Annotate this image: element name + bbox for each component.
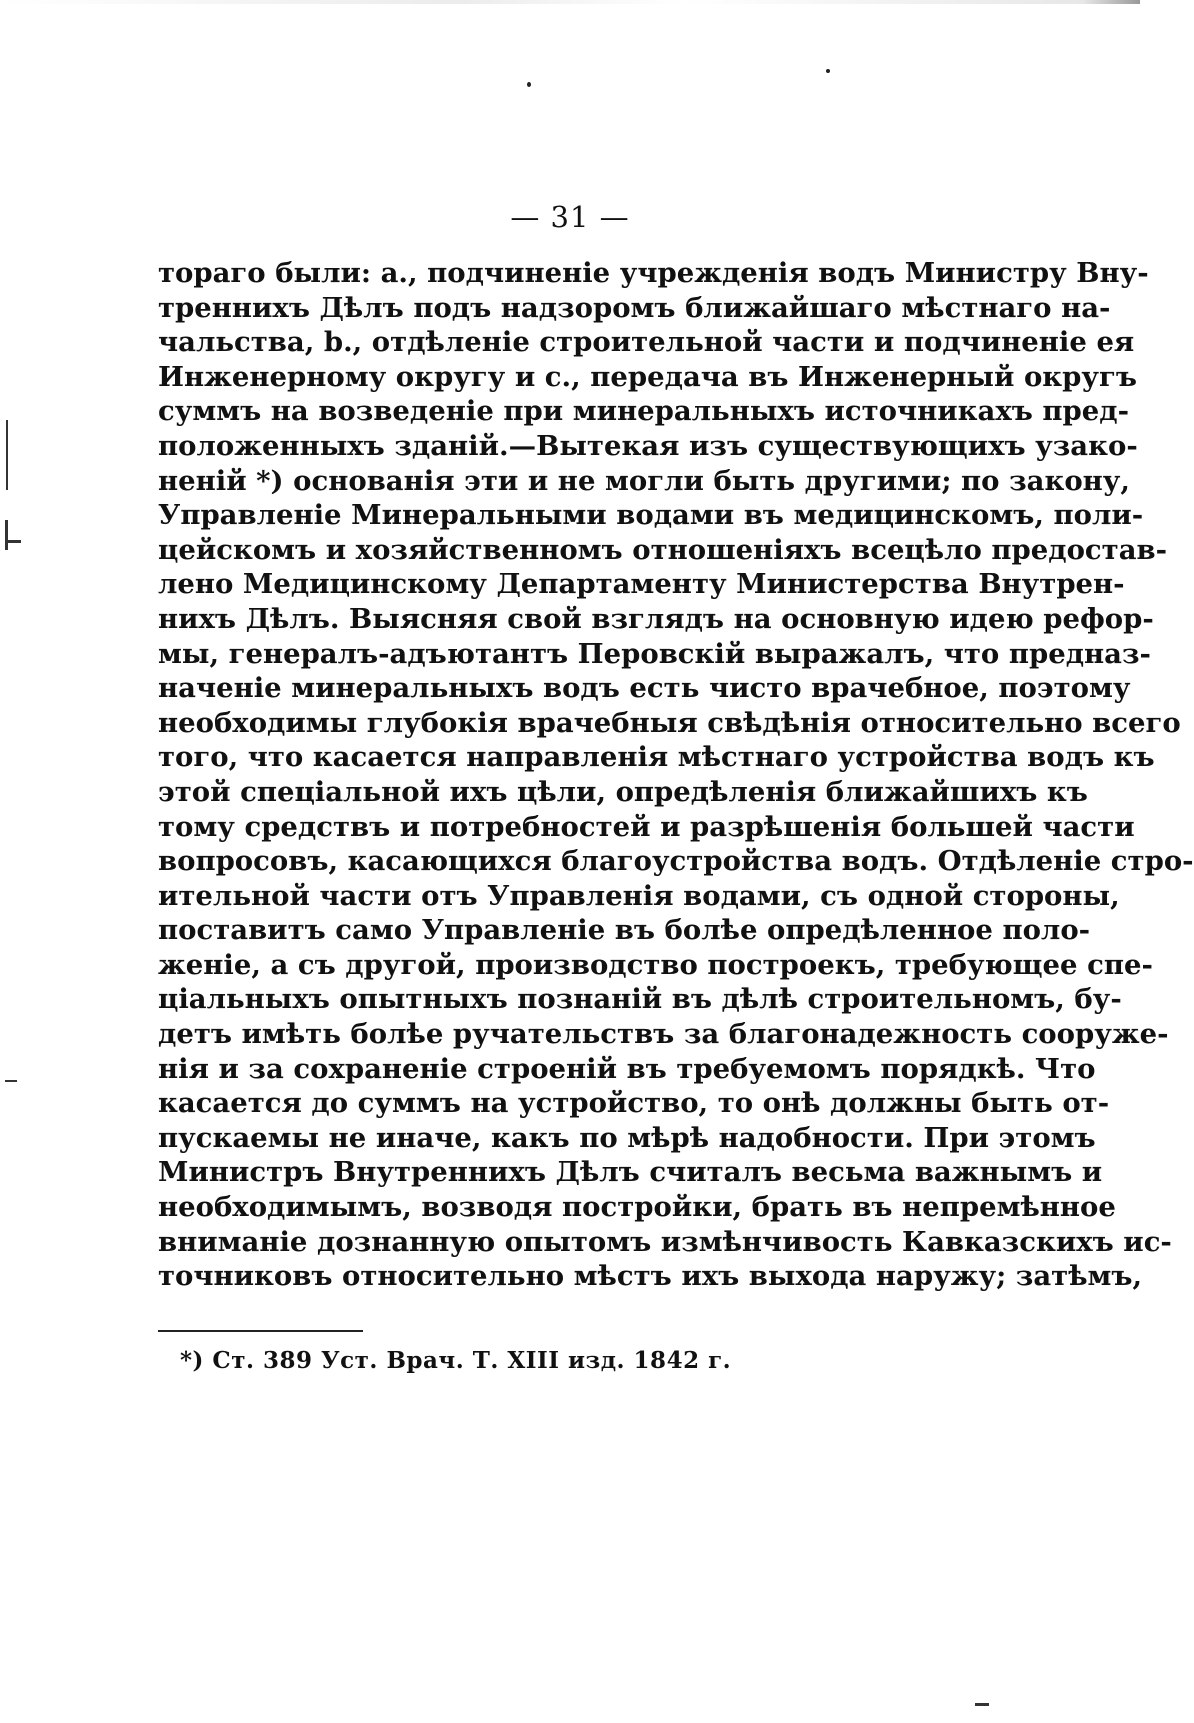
text-line: мы, генералъ-адъютантъ Перовскій выражалъ, что предназ-	[158, 637, 1151, 670]
text-line: того, что касается направленія мѣстнаго устройства водъ къ	[158, 741, 1155, 774]
text-line: Инженерному округу и с., передача въ Инженерный округъ	[158, 360, 1137, 393]
margin-mark	[975, 1703, 989, 1706]
margin-mark	[5, 1080, 17, 1082]
text-line: поставитъ само Управленіе въ болѣе опредѣленное поло-	[158, 914, 1091, 947]
text-line: ительной части отъ Управленія водами, съ одной стороны,	[158, 879, 1120, 912]
text-line: наченіе минеральныхъ водъ есть чисто врачебное, поэтому	[158, 672, 1131, 705]
text-line: Управленіе Минеральными водами въ медицинскомъ, поли-	[158, 499, 1144, 532]
text-line: необходимы глубокія врачебныя свѣдѣнія относительно всего	[158, 706, 1181, 739]
text-line: точниковъ относительно мѣстъ ихъ выхода наружу; затѣмъ,	[158, 1260, 1143, 1293]
text-line: тораго были: а., подчиненіе учрежденія водъ Министру Вну-	[158, 257, 1149, 289]
body-text	[158, 256, 1194, 1294]
text-line: цейскомъ и хозяйственномъ отношеніяхъ всецѣло предостав-	[158, 533, 1168, 566]
text-line: необходимымъ, возводя постройки, брать въ непремѣнное	[158, 1191, 1116, 1224]
text-line: пускаемы не иначе, какъ по мѣрѣ надобности. При этомъ	[158, 1121, 1096, 1154]
footnote: *) Ст. 389 Уст. Врач. Т. XIII изд. 1842 г.	[180, 1347, 732, 1374]
text-line: тому средствъ и потребностей и разрѣшенія большей части	[158, 810, 1135, 843]
text-line: чальства, b., отдѣленіе строительной части и подчиненіе ея	[158, 326, 1135, 359]
text-line: ціальныхъ опытныхъ познаній въ дѣлѣ строительномъ, бу-	[158, 983, 1122, 1016]
scan-speck	[527, 82, 531, 87]
margin-mark	[5, 540, 21, 543]
text-line: нихъ Дѣлъ. Выясняя свой взглядъ на основную идею рефор-	[158, 602, 1154, 635]
text-line: нія и за сохраненіе строеній въ требуемомъ порядкѣ. Что	[158, 1052, 1096, 1085]
text-line: вопросовъ, касающихся благоустройства водъ. Отдѣленіе стро-	[158, 845, 1194, 878]
text-line: Министръ Внутреннихъ Дѣлъ считалъ весьма важнымъ и	[158, 1156, 1103, 1189]
text-line: вниманіе дознанную опытомъ измѣнчивость Кавказскихъ ис-	[158, 1225, 1172, 1258]
text-line: положенныхъ зданій.—Вытекая изъ существующихъ узако-	[158, 429, 1138, 462]
scan-speck	[826, 69, 830, 73]
text-line: суммъ на возведеніе при минеральныхъ источникахъ пред-	[158, 395, 1129, 428]
text-line: неній *) основанія эти и не могли быть другими; по закону,	[158, 464, 1130, 497]
text-line: треннихъ Дѣлъ подъ надзоромъ ближайшаго мѣстнаго на-	[158, 291, 1111, 324]
margin-mark	[5, 520, 8, 550]
footnote-rule	[158, 1330, 363, 1332]
page-number: — 31 —	[510, 200, 630, 234]
page-top-edge	[0, 0, 1140, 4]
text-line: женіе, а съ другой, производство построекъ, требующее спе-	[158, 948, 1153, 981]
text-line: лено Медицинскому Департаменту Министерства Внутрен-	[158, 568, 1125, 601]
text-line: этой спеціальной ихъ цѣли, опредѣленія ближайшихъ къ	[158, 775, 1088, 808]
margin-mark	[6, 420, 8, 490]
text-line: детъ имѣть болѣе ручательствъ за благонадежность сооруже-	[158, 1018, 1169, 1051]
text-line: касается до суммъ на устройство, то онѣ должны быть от-	[158, 1087, 1110, 1120]
